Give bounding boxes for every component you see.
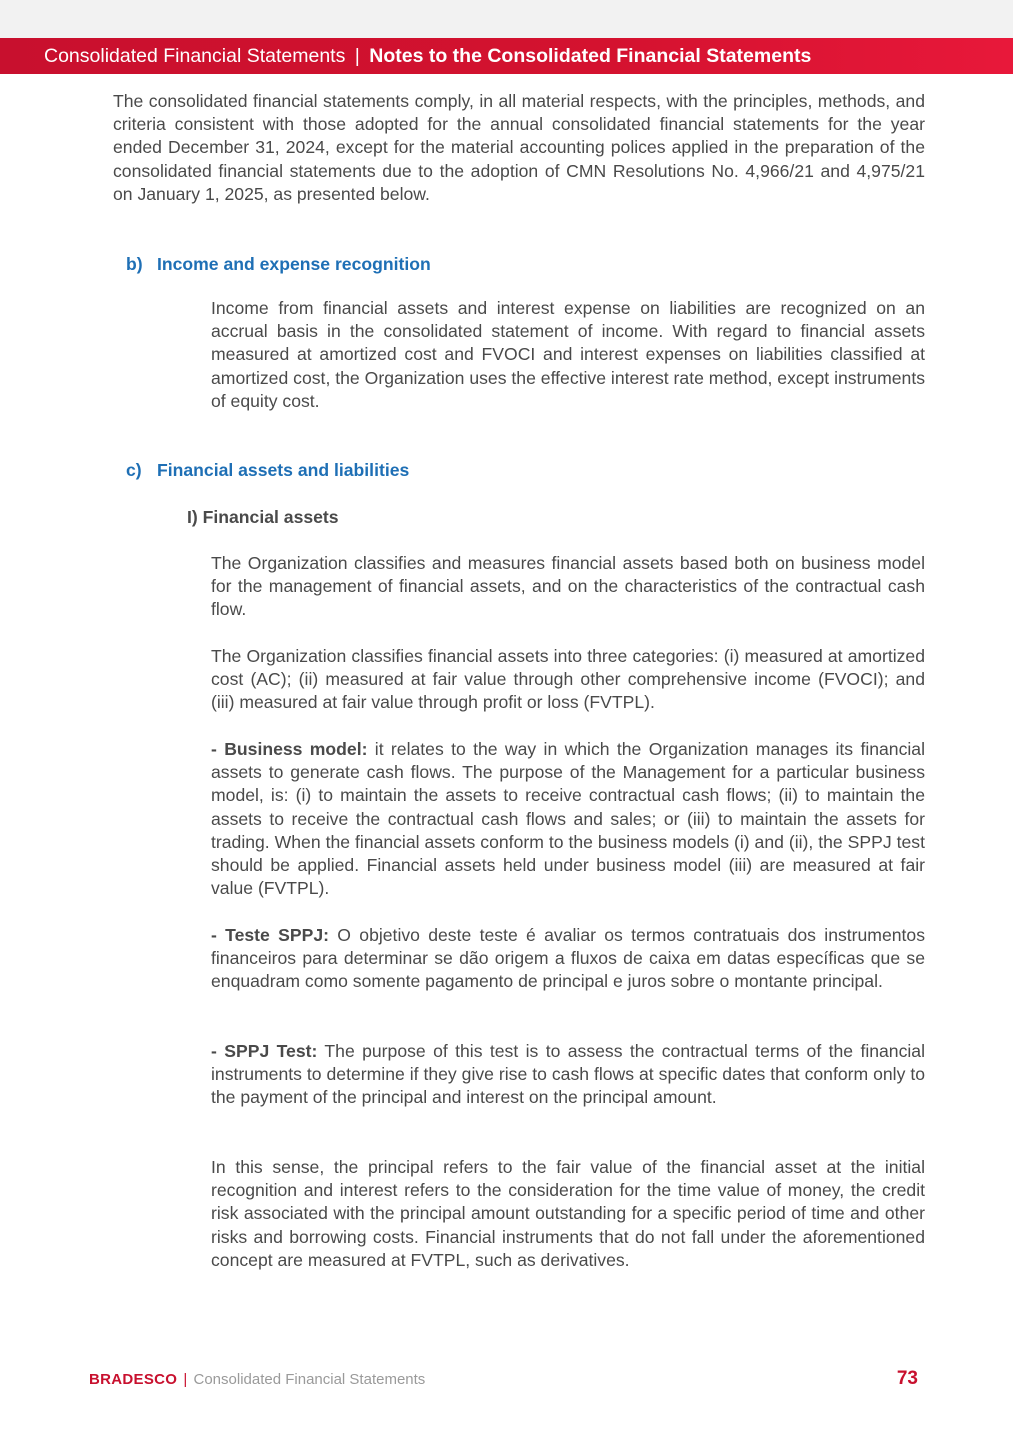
page-number: 73 <box>896 1368 918 1389</box>
section-c-title: Financial assets and liabilities <box>157 460 410 480</box>
section-c-heading <box>126 459 409 482</box>
sppj-test-term: - SPPJ Test: <box>211 1041 318 1061</box>
business-model-text: it relates to the way in which the Organization manages its financial assets to generate cash flows. The purpose of the Management for a particular business model, is: (i) to maintain the assets to receive contractual cash flows; (ii) to maintain the assets to receive the contractual cash flows and sales; or (iii) to maintain the assets for trading. When the financial assets conform to the business models (i) and (ii), the SPPJ test should be applied. Financial assets held under business model (iii) are measured at fair value (FVTPL). <box>211 739 925 899</box>
sppj-test-paragraph <box>211 1040 925 1110</box>
footer-brand: BRADESCO <box>89 1371 178 1388</box>
section-c-letter: c) <box>126 460 142 480</box>
page-header-bar <box>0 38 1013 74</box>
categories-paragraph: The Organization classifies financial assets into three categories: (i) measured at amortized cost (AC); (ii) measured at fair value through other comprehensive income (FVOCI); and (iii) measured at fair value through profit or loss (FVTPL). <box>211 646 925 713</box>
teste-sppj-paragraph <box>211 924 925 994</box>
teste-sppj-text: O objetivo deste teste é avaliar os termos contratuais dos instrumentos financeiros para determinar se dão origem a fluxos de caixa em datas específicas que se enquadram como somente pagamento de principal e juros sobre o montante principal. <box>211 925 925 992</box>
header-section-title: Notes to the Consolidated Financial Statements <box>369 45 812 67</box>
teste-sppj-term: - Teste SPPJ: <box>211 925 329 945</box>
financial-assets-subheading: I) Financial assets <box>187 507 339 527</box>
business-model-term: - Business model: <box>211 739 368 759</box>
footer-doc-title: Consolidated Financial Statements <box>193 1371 426 1388</box>
section-b-title: Income and expense recognition <box>157 254 431 274</box>
principal-interest-paragraph: In this sense, the principal refers to the fair value of the financial asset at the initial recognition and interest refers to the consideration for the time value of money, the credit risk associated with the principal amount outstanding for a specific period of time and other risks and borrowing costs. Financial instruments that do not fall under the aforementioned concept are measured at FVTPL, such as derivatives. <box>211 1157 925 1270</box>
page-footer <box>89 1370 425 1390</box>
section-b-paragraph: Income from financial assets and interest expense on liabilities are recognized on an accrual basis in the consolidated statement of income. With regard to financial assets measured at amortized cost and FVOCI and interest expenses on liabilities classified at amortized cost, the Organization uses the effective interest rate method, except instruments of equity cost. <box>211 298 925 411</box>
intro-paragraph: The consolidated financial statements comply, in all material respects, with the principles, methods, and criteria consistent with those adopted for the annual consolidated financial statements for the year ended December 31, 2024, except for the material accounting polices applied in the preparation of the consolidated financial statements due to the adoption of CMN Resolutions No. 4,966/21 and 4,975/21 on January 1, 2025, as presented below. <box>113 91 925 204</box>
sppj-test-text: The purpose of this test is to assess the contractual terms of the financial instruments to determine if they give rise to cash flows at specific dates that conform only to the payment of the principal and interest on the principal amount. <box>211 1041 925 1108</box>
header-separator: | <box>354 45 360 67</box>
footer-separator: | <box>183 1371 188 1388</box>
business-model-paragraph <box>211 738 925 900</box>
header-doc-title: Consolidated Financial Statements <box>44 45 346 67</box>
classification-paragraph: The Organization classifies and measures financial assets based both on business model for the management of financial assets, and on the characteristics of the contractual cash flow. <box>211 553 925 620</box>
section-b-heading <box>126 253 431 276</box>
section-b-letter: b) <box>126 254 143 274</box>
top-margin-strip <box>0 0 1013 38</box>
